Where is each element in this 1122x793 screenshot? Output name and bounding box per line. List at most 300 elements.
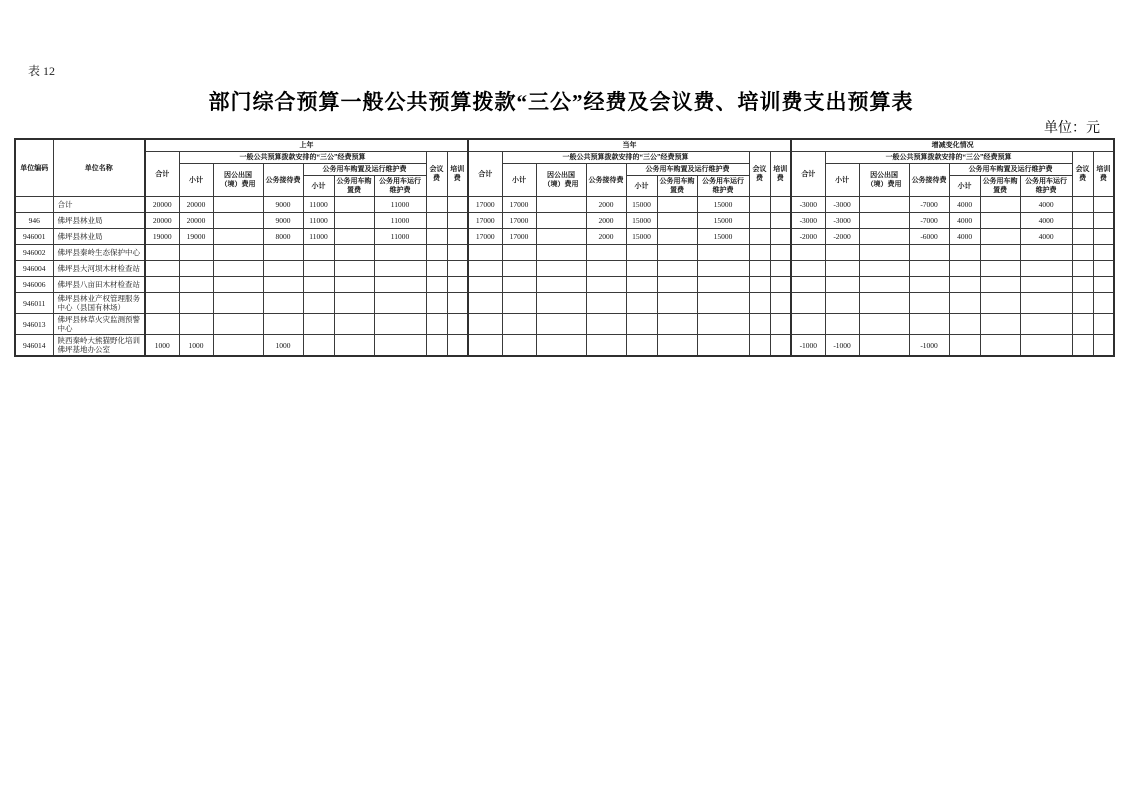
unit-name-cell: 陕西秦岭大熊猫野化培训佛坪基地办公室 <box>53 335 145 357</box>
value-cell <box>447 229 468 245</box>
section-header-2: 增减变化情况 <box>791 139 1114 152</box>
value-cell <box>697 261 749 277</box>
unit-code-cell: 946013 <box>15 314 53 335</box>
value-cell <box>825 314 859 335</box>
unit-code-cell <box>15 197 53 213</box>
table-header <box>15 139 1114 197</box>
unit-code-cell: 946006 <box>15 277 53 293</box>
value-cell <box>179 277 213 293</box>
value-cell <box>374 261 426 277</box>
subtotal-header: 小计 <box>502 164 536 197</box>
value-cell <box>980 335 1020 357</box>
value-cell <box>909 261 949 277</box>
value-cell <box>657 293 697 314</box>
unit-code-cell: 946 <box>15 213 53 229</box>
value-cell <box>426 261 447 277</box>
value-cell <box>949 293 980 314</box>
value-cell <box>586 335 626 357</box>
sangong-group-header: 一般公共预算拨款安排的“三公”经费预算 <box>502 152 749 164</box>
value-cell <box>1020 314 1072 335</box>
unit-code-cell: 946004 <box>15 261 53 277</box>
value-cell: -7000 <box>909 213 949 229</box>
total-header: 合计 <box>468 152 502 197</box>
value-cell: 4000 <box>1020 229 1072 245</box>
value-cell <box>213 293 263 314</box>
value-cell: -3000 <box>825 213 859 229</box>
value-cell <box>770 261 791 277</box>
value-cell <box>502 261 536 277</box>
vehicle-maintenance-header: 公务用车运行维护费 <box>697 176 749 197</box>
value-cell <box>1072 314 1093 335</box>
unit-note: 单位：元 <box>1044 121 1100 136</box>
value-cell <box>536 314 586 335</box>
value-cell <box>749 229 770 245</box>
value-cell <box>447 245 468 261</box>
value-cell <box>1072 261 1093 277</box>
value-cell <box>263 245 303 261</box>
value-cell <box>213 245 263 261</box>
value-cell <box>909 314 949 335</box>
value-cell <box>657 277 697 293</box>
value-cell: 15000 <box>626 197 657 213</box>
total-header: 合计 <box>145 152 179 197</box>
sangong-group-header: 一般公共预算拨款安排的“三公”经费预算 <box>179 152 426 164</box>
value-cell <box>1093 335 1114 357</box>
value-cell <box>426 229 447 245</box>
value-cell <box>447 314 468 335</box>
header-row-sections <box>15 139 1114 152</box>
value-cell: 9000 <box>263 197 303 213</box>
value-cell <box>859 261 909 277</box>
value-cell <box>657 314 697 335</box>
value-cell <box>426 245 447 261</box>
sangong-group-header: 一般公共预算拨款安排的“三公”经费预算 <box>825 152 1072 164</box>
value-cell <box>909 293 949 314</box>
value-cell <box>770 293 791 314</box>
value-cell <box>213 213 263 229</box>
value-cell <box>586 277 626 293</box>
value-cell <box>426 277 447 293</box>
value-cell: 11000 <box>303 229 334 245</box>
value-cell <box>859 335 909 357</box>
value-cell <box>334 197 374 213</box>
value-cell <box>334 277 374 293</box>
value-cell <box>859 197 909 213</box>
vehicle-maintenance-header: 公务用车运行维护费 <box>374 176 426 197</box>
training-fee-header: 培训费 <box>1093 152 1114 197</box>
value-cell <box>374 314 426 335</box>
total-header: 合计 <box>791 152 825 197</box>
value-cell <box>502 293 536 314</box>
value-cell <box>1072 293 1093 314</box>
value-cell <box>749 335 770 357</box>
value-cell <box>303 261 334 277</box>
value-cell: 8000 <box>263 229 303 245</box>
value-cell: 17000 <box>468 197 502 213</box>
table-row <box>15 213 1114 229</box>
value-cell: 11000 <box>303 213 334 229</box>
value-cell: 17000 <box>468 229 502 245</box>
vehicle-subtotal-header: 小计 <box>949 176 980 197</box>
value-cell: 9000 <box>263 213 303 229</box>
table-row <box>15 197 1114 213</box>
value-cell <box>536 261 586 277</box>
meeting-fee-header: 会议费 <box>426 152 447 197</box>
value-cell <box>303 277 334 293</box>
value-cell: 15000 <box>626 229 657 245</box>
value-cell <box>303 245 334 261</box>
value-cell <box>770 277 791 293</box>
value-cell <box>586 293 626 314</box>
unit-code-cell: 946014 <box>15 335 53 357</box>
value-cell <box>657 229 697 245</box>
value-cell <box>697 314 749 335</box>
value-cell <box>536 213 586 229</box>
value-cell <box>536 197 586 213</box>
value-cell <box>334 293 374 314</box>
value-cell <box>374 293 426 314</box>
value-cell <box>145 314 179 335</box>
value-cell <box>825 293 859 314</box>
meeting-fee-header: 会议费 <box>749 152 770 197</box>
value-cell: 2000 <box>586 229 626 245</box>
value-cell <box>825 277 859 293</box>
value-cell <box>426 335 447 357</box>
vehicle-group-header: 公务用车购置及运行维护费 <box>626 164 749 176</box>
value-cell <box>145 245 179 261</box>
value-cell: 15000 <box>697 213 749 229</box>
vehicle-purchase-header: 公务用车购置费 <box>334 176 374 197</box>
value-cell: 19000 <box>179 229 213 245</box>
value-cell <box>145 261 179 277</box>
reception-fee-header: 公务接待费 <box>263 164 303 197</box>
table-row <box>15 293 1114 314</box>
value-cell <box>1072 197 1093 213</box>
value-cell: 17000 <box>502 197 536 213</box>
table-row <box>15 335 1114 357</box>
value-cell: -7000 <box>909 197 949 213</box>
value-cell <box>374 277 426 293</box>
value-cell <box>949 314 980 335</box>
value-cell <box>1020 277 1072 293</box>
value-cell <box>447 213 468 229</box>
value-cell <box>1072 213 1093 229</box>
value-cell <box>213 229 263 245</box>
value-cell <box>770 213 791 229</box>
vehicle-maintenance-header: 公务用车运行维护费 <box>1020 176 1072 197</box>
value-cell <box>657 245 697 261</box>
abroad-fee-header: 因公出国（境）费用 <box>859 164 909 197</box>
value-cell: 11000 <box>303 197 334 213</box>
value-cell <box>263 277 303 293</box>
unit-name-cell: 佛坪县八亩田木材检查站 <box>53 277 145 293</box>
value-cell: 4000 <box>1020 197 1072 213</box>
value-cell <box>536 335 586 357</box>
value-cell <box>179 314 213 335</box>
unit-name-cell: 佛坪县林业局 <box>53 229 145 245</box>
value-cell: 1000 <box>179 335 213 357</box>
value-cell: -1000 <box>791 335 825 357</box>
table-row <box>15 277 1114 293</box>
value-cell <box>859 314 909 335</box>
value-cell <box>1093 213 1114 229</box>
value-cell <box>1093 293 1114 314</box>
value-cell <box>770 245 791 261</box>
table-row <box>15 314 1114 335</box>
value-cell <box>1093 261 1114 277</box>
value-cell: 2000 <box>586 213 626 229</box>
value-cell <box>447 293 468 314</box>
unit-code-header: 单位编码 <box>15 139 53 197</box>
value-cell <box>468 314 502 335</box>
value-cell <box>697 293 749 314</box>
value-cell <box>949 245 980 261</box>
vehicle-subtotal-header: 小计 <box>626 176 657 197</box>
value-cell <box>334 245 374 261</box>
reception-fee-header: 公务接待费 <box>909 164 949 197</box>
value-cell: 17000 <box>468 213 502 229</box>
value-cell <box>179 245 213 261</box>
unit-name-cell: 佛坪县林业产权管理服务中心（县国有林场） <box>53 293 145 314</box>
value-cell <box>536 245 586 261</box>
value-cell <box>502 335 536 357</box>
value-cell <box>536 277 586 293</box>
value-cell: 11000 <box>374 229 426 245</box>
value-cell <box>447 335 468 357</box>
vehicle-subtotal-header: 小计 <box>303 176 334 197</box>
value-cell <box>1093 229 1114 245</box>
value-cell: -6000 <box>909 229 949 245</box>
value-cell <box>502 245 536 261</box>
value-cell: 15000 <box>697 197 749 213</box>
value-cell: 1000 <box>145 335 179 357</box>
value-cell <box>749 197 770 213</box>
value-cell <box>770 197 791 213</box>
value-cell <box>179 261 213 277</box>
value-cell <box>626 314 657 335</box>
value-cell <box>909 245 949 261</box>
table-label: 表 12 <box>28 64 56 78</box>
value-cell: 20000 <box>179 213 213 229</box>
unit-name-cell: 合计 <box>53 197 145 213</box>
value-cell: 17000 <box>502 213 536 229</box>
value-cell <box>949 335 980 357</box>
value-cell <box>374 245 426 261</box>
value-cell <box>1020 245 1072 261</box>
value-cell <box>980 245 1020 261</box>
value-cell <box>859 213 909 229</box>
value-cell <box>536 293 586 314</box>
value-cell <box>859 277 909 293</box>
value-cell <box>213 197 263 213</box>
value-cell <box>303 314 334 335</box>
value-cell <box>468 335 502 357</box>
value-cell <box>502 314 536 335</box>
value-cell <box>825 245 859 261</box>
value-cell <box>374 335 426 357</box>
value-cell <box>749 213 770 229</box>
value-cell <box>980 261 1020 277</box>
value-cell <box>770 335 791 357</box>
vehicle-group-header: 公务用车购置及运行维护费 <box>303 164 426 176</box>
value-cell: -1000 <box>825 335 859 357</box>
subtotal-header: 小计 <box>825 164 859 197</box>
value-cell <box>303 293 334 314</box>
value-cell <box>1093 197 1114 213</box>
value-cell <box>980 277 1020 293</box>
value-cell <box>502 277 536 293</box>
value-cell <box>468 261 502 277</box>
value-cell <box>626 277 657 293</box>
meeting-fee-header: 会议费 <box>1072 152 1093 197</box>
value-cell <box>770 229 791 245</box>
table-row <box>15 245 1114 261</box>
value-cell <box>1093 314 1114 335</box>
value-cell: 11000 <box>374 197 426 213</box>
value-cell <box>749 277 770 293</box>
value-cell: 2000 <box>586 197 626 213</box>
training-fee-header: 培训费 <box>770 152 791 197</box>
table-row <box>15 261 1114 277</box>
value-cell <box>1072 245 1093 261</box>
value-cell <box>697 277 749 293</box>
value-cell <box>697 335 749 357</box>
budget-table <box>14 138 1115 357</box>
value-cell <box>859 245 909 261</box>
value-cell <box>791 277 825 293</box>
value-cell: 20000 <box>179 197 213 213</box>
value-cell: 20000 <box>145 213 179 229</box>
value-cell <box>145 277 179 293</box>
unit-code-cell: 946011 <box>15 293 53 314</box>
value-cell <box>263 293 303 314</box>
value-cell <box>626 293 657 314</box>
value-cell <box>657 213 697 229</box>
value-cell: 4000 <box>1020 213 1072 229</box>
abroad-fee-header: 因公出国（境）费用 <box>536 164 586 197</box>
vehicle-purchase-header: 公务用车购置费 <box>980 176 1020 197</box>
value-cell <box>586 314 626 335</box>
value-cell <box>334 229 374 245</box>
value-cell: 20000 <box>145 197 179 213</box>
value-cell <box>1020 335 1072 357</box>
value-cell <box>980 197 1020 213</box>
value-cell <box>749 293 770 314</box>
reception-fee-header: 公务接待费 <box>586 164 626 197</box>
vehicle-purchase-header: 公务用车购置费 <box>657 176 697 197</box>
value-cell <box>626 335 657 357</box>
value-cell <box>263 314 303 335</box>
value-cell <box>1072 229 1093 245</box>
value-cell <box>1020 293 1072 314</box>
value-cell <box>586 261 626 277</box>
value-cell <box>213 314 263 335</box>
subtotal-header: 小计 <box>179 164 213 197</box>
value-cell <box>791 261 825 277</box>
value-cell <box>468 293 502 314</box>
value-cell <box>447 277 468 293</box>
value-cell: 15000 <box>626 213 657 229</box>
value-cell: 4000 <box>949 213 980 229</box>
unit-name-cell: 佛坪县秦岭生态保护中心 <box>53 245 145 261</box>
value-cell: -3000 <box>825 197 859 213</box>
value-cell <box>949 261 980 277</box>
unit-name-cell: 佛坪县林草火灾监测预警中心 <box>53 314 145 335</box>
value-cell <box>426 314 447 335</box>
value-cell <box>657 261 697 277</box>
unit-name-header: 单位名称 <box>53 139 145 197</box>
value-cell <box>468 245 502 261</box>
value-cell <box>697 245 749 261</box>
value-cell <box>657 197 697 213</box>
value-cell: 19000 <box>145 229 179 245</box>
vehicle-group-header: 公务用车购置及运行维护费 <box>949 164 1072 176</box>
value-cell: 4000 <box>949 229 980 245</box>
value-cell: 11000 <box>374 213 426 229</box>
value-cell: -2000 <box>791 229 825 245</box>
unit-code-cell: 946001 <box>15 229 53 245</box>
value-cell <box>586 245 626 261</box>
unit-name-cell: 佛坪县大河坝木材检查站 <box>53 261 145 277</box>
value-cell: 17000 <box>502 229 536 245</box>
value-cell <box>426 293 447 314</box>
abroad-fee-header: 因公出国（境）费用 <box>213 164 263 197</box>
header-row-groups <box>15 152 1114 164</box>
unit-name-cell: 佛坪县林业局 <box>53 213 145 229</box>
value-cell <box>334 335 374 357</box>
value-cell <box>145 293 179 314</box>
value-cell <box>1072 335 1093 357</box>
value-cell <box>263 261 303 277</box>
value-cell <box>626 261 657 277</box>
value-cell: -3000 <box>791 213 825 229</box>
value-cell <box>426 197 447 213</box>
value-cell <box>1020 261 1072 277</box>
unit-code-cell: 946002 <box>15 245 53 261</box>
value-cell <box>468 277 502 293</box>
training-fee-header: 培训费 <box>447 152 468 197</box>
value-cell: 1000 <box>263 335 303 357</box>
value-cell: -2000 <box>825 229 859 245</box>
value-cell <box>213 335 263 357</box>
value-cell <box>791 314 825 335</box>
value-cell <box>334 261 374 277</box>
value-cell: 4000 <box>949 197 980 213</box>
value-cell <box>749 245 770 261</box>
value-cell <box>791 245 825 261</box>
value-cell <box>949 277 980 293</box>
value-cell <box>179 293 213 314</box>
value-cell <box>749 261 770 277</box>
value-cell: -1000 <box>909 335 949 357</box>
page-title: 部门综合预算一般公共预算拨款“三公”经费及会议费、培训费支出预算表 <box>208 90 914 114</box>
value-cell <box>980 314 1020 335</box>
section-header-1: 当年 <box>468 139 791 152</box>
value-cell <box>859 229 909 245</box>
table-body <box>15 197 1114 357</box>
value-cell <box>213 261 263 277</box>
value-cell <box>749 314 770 335</box>
value-cell <box>1093 245 1114 261</box>
value-cell <box>791 293 825 314</box>
value-cell <box>447 261 468 277</box>
value-cell <box>1072 277 1093 293</box>
value-cell <box>447 197 468 213</box>
value-cell <box>980 229 1020 245</box>
value-cell <box>213 277 263 293</box>
value-cell <box>980 293 1020 314</box>
value-cell <box>334 314 374 335</box>
